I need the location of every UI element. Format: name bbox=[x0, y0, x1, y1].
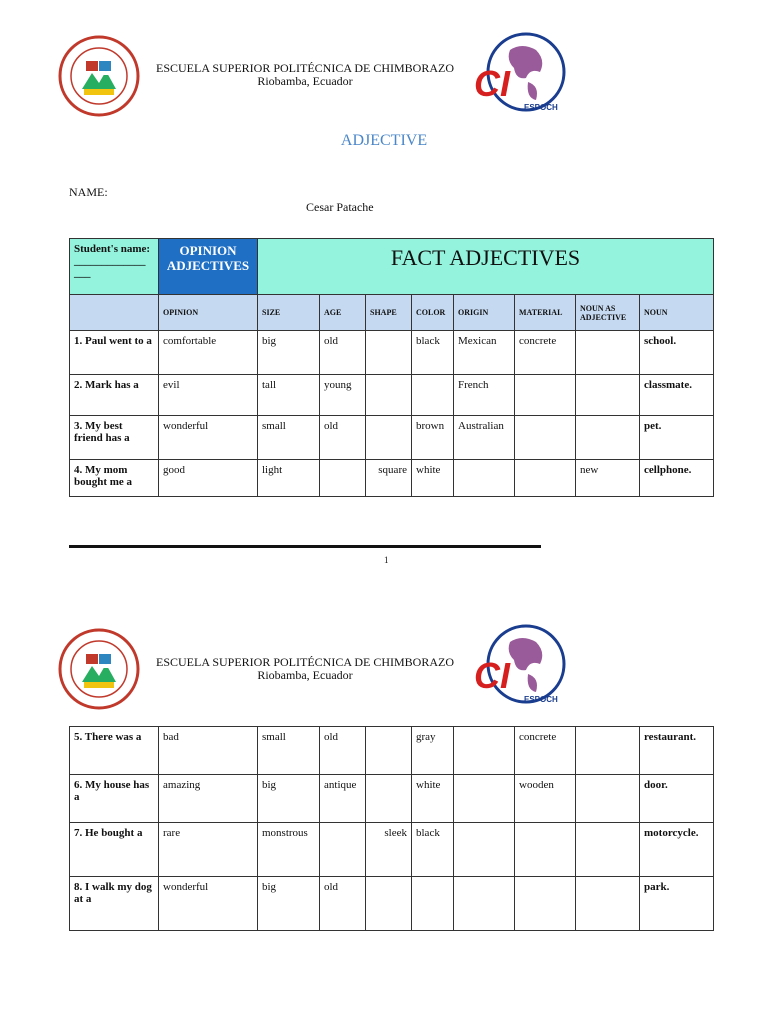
espoch-logo bbox=[58, 35, 140, 117]
adjective-cell: brown bbox=[412, 416, 454, 460]
adjective-cell: antique bbox=[320, 775, 366, 823]
adjective-cell: small bbox=[258, 727, 320, 775]
adjective-cell bbox=[320, 823, 366, 877]
sentence-start-cell: 3. My best friend has a bbox=[70, 416, 159, 460]
noun-cell: park. bbox=[640, 877, 714, 931]
adjective-cell bbox=[366, 331, 412, 375]
adjective-cell bbox=[366, 727, 412, 775]
student-name-label: Student's name: _____________ ___ bbox=[70, 239, 159, 295]
adjective-cell bbox=[412, 375, 454, 416]
fact-adjectives-header: FACT ADJECTIVES bbox=[258, 239, 714, 295]
adjective-cell bbox=[576, 823, 640, 877]
page-number: 1 bbox=[384, 555, 389, 565]
adjective-cell bbox=[576, 877, 640, 931]
table-row bbox=[70, 727, 714, 775]
adjective-cell bbox=[515, 460, 576, 497]
school-city: Riobamba, Ecuador bbox=[257, 668, 353, 682]
sentence-start-cell: 7. He bought a bbox=[70, 823, 159, 877]
svg-text:CI: CI bbox=[474, 655, 510, 696]
adjective-cell: monstrous bbox=[258, 823, 320, 877]
sentence-start-cell: 1. Paul went to a bbox=[70, 331, 159, 375]
adjective-cell bbox=[576, 375, 640, 416]
svg-text:ESPOCH: ESPOCH bbox=[524, 695, 558, 704]
table-row bbox=[70, 416, 714, 460]
adjective-cell: old bbox=[320, 416, 366, 460]
svg-text:CI: CI bbox=[474, 63, 510, 104]
noun-cell: cellphone. bbox=[640, 460, 714, 497]
adjective-cell: big bbox=[258, 775, 320, 823]
school-name: ESCUELA SUPERIOR POLITÉCNICA DE CHIMBORAZO bbox=[155, 655, 455, 669]
espoch-logo bbox=[58, 628, 140, 710]
table-row bbox=[70, 375, 714, 416]
noun-cell: door. bbox=[640, 775, 714, 823]
adjective-cell: small bbox=[258, 416, 320, 460]
noun-cell: motorcycle. bbox=[640, 823, 714, 877]
adjective-cell: evil bbox=[159, 375, 258, 416]
adjective-cell: old bbox=[320, 331, 366, 375]
column-header: NOUN bbox=[640, 295, 714, 331]
adjective-cell: young bbox=[320, 375, 366, 416]
adjective-cell bbox=[454, 823, 515, 877]
adjective-cell bbox=[454, 460, 515, 497]
adjective-cell: white bbox=[412, 460, 454, 497]
adjective-cell: big bbox=[258, 331, 320, 375]
table-row bbox=[70, 775, 714, 823]
adjective-cell: old bbox=[320, 727, 366, 775]
adjective-cell bbox=[320, 460, 366, 497]
name-value: Cesar Patache bbox=[306, 200, 374, 214]
table-body-page2 bbox=[70, 727, 714, 931]
table-row bbox=[70, 460, 714, 497]
adjective-cell: Mexican bbox=[454, 331, 515, 375]
table-row bbox=[70, 877, 714, 931]
column-header: SIZE bbox=[258, 295, 320, 331]
sentence-start-cell: 2. Mark has a bbox=[70, 375, 159, 416]
adjective-cell bbox=[515, 375, 576, 416]
opinion-adjectives-header: OPINION ADJECTIVES bbox=[159, 239, 258, 295]
adjective-cell: sleek bbox=[366, 823, 412, 877]
document-title: ADJECTIVE bbox=[340, 132, 428, 149]
table-row bbox=[70, 331, 714, 375]
adjective-cell bbox=[454, 877, 515, 931]
column-header: COLOR bbox=[412, 295, 454, 331]
adjective-cell: light bbox=[258, 460, 320, 497]
column-header: ORIGIN bbox=[454, 295, 515, 331]
column-header: NOUN AS ADJECTIVE bbox=[576, 295, 640, 331]
adjective-cell bbox=[366, 775, 412, 823]
adjective-cell bbox=[576, 416, 640, 460]
adjective-cell bbox=[576, 331, 640, 375]
adjective-table-page1 bbox=[69, 238, 714, 497]
adjective-cell bbox=[576, 775, 640, 823]
adjective-cell: concrete bbox=[515, 331, 576, 375]
adjective-cell: new bbox=[576, 460, 640, 497]
name-label: NAME: bbox=[69, 185, 108, 199]
column-header: AGE bbox=[320, 295, 366, 331]
noun-cell: classmate. bbox=[640, 375, 714, 416]
adjective-cell: tall bbox=[258, 375, 320, 416]
adjective-cell bbox=[576, 727, 640, 775]
adjective-cell: wonderful bbox=[159, 877, 258, 931]
adjective-cell bbox=[454, 727, 515, 775]
adjective-cell: amazing bbox=[159, 775, 258, 823]
adjective-cell: wonderful bbox=[159, 416, 258, 460]
table-body-page1 bbox=[70, 331, 714, 497]
school-name: ESCUELA SUPERIOR POLITÉCNICA DE CHIMBORAZO bbox=[155, 61, 455, 75]
adjective-cell: French bbox=[454, 375, 515, 416]
svg-text:ESPOCH: ESPOCH bbox=[524, 103, 558, 112]
adjective-cell: rare bbox=[159, 823, 258, 877]
centro-idiomas-logo bbox=[470, 620, 572, 708]
noun-cell: school. bbox=[640, 331, 714, 375]
adjective-cell: good bbox=[159, 460, 258, 497]
adjective-cell: white bbox=[412, 775, 454, 823]
noun-cell: restaurant. bbox=[640, 727, 714, 775]
column-header-blank bbox=[70, 295, 159, 331]
adjective-cell: concrete bbox=[515, 727, 576, 775]
noun-cell: pet. bbox=[640, 416, 714, 460]
sentence-start-cell: 5. There was a bbox=[70, 727, 159, 775]
adjective-cell: gray bbox=[412, 727, 454, 775]
adjective-cell bbox=[454, 775, 515, 823]
centro-idiomas-logo bbox=[470, 28, 572, 116]
adjective-cell: wooden bbox=[515, 775, 576, 823]
adjective-cell bbox=[412, 877, 454, 931]
column-header: OPINION bbox=[159, 295, 258, 331]
adjective-cell: bad bbox=[159, 727, 258, 775]
sentence-start-cell: 6. My house has a bbox=[70, 775, 159, 823]
adjective-cell: black bbox=[412, 823, 454, 877]
adjective-cell: black bbox=[412, 331, 454, 375]
sentence-start-cell: 8. I walk my dog at a bbox=[70, 877, 159, 931]
column-header: SHAPE bbox=[366, 295, 412, 331]
column-header: MATERIAL bbox=[515, 295, 576, 331]
sentence-start-cell: 4. My mom bought me a bbox=[70, 460, 159, 497]
adjective-cell: square bbox=[366, 460, 412, 497]
adjective-cell bbox=[366, 877, 412, 931]
school-city: Riobamba, Ecuador bbox=[257, 74, 353, 88]
adjective-cell bbox=[515, 823, 576, 877]
adjective-cell bbox=[515, 877, 576, 931]
adjective-cell: old bbox=[320, 877, 366, 931]
adjective-cell bbox=[366, 375, 412, 416]
adjective-table-page2 bbox=[69, 726, 714, 931]
adjective-cell bbox=[366, 416, 412, 460]
table-row bbox=[70, 823, 714, 877]
adjective-cell bbox=[515, 416, 576, 460]
adjective-cell: Australian bbox=[454, 416, 515, 460]
page-divider bbox=[69, 545, 541, 548]
adjective-cell: comfortable bbox=[159, 331, 258, 375]
adjective-cell: big bbox=[258, 877, 320, 931]
